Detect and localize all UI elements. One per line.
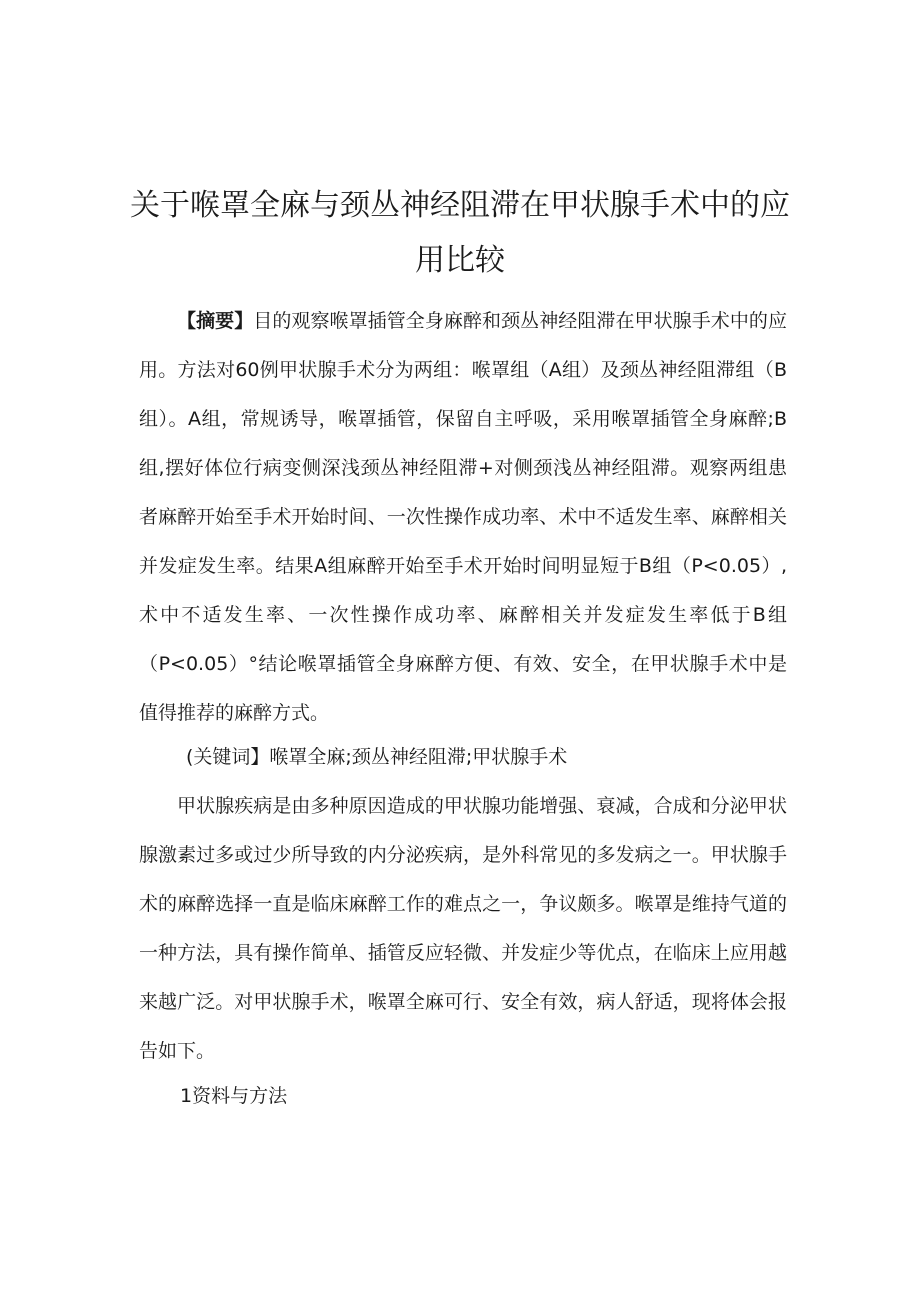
title-line-2: 用比较 (415, 243, 505, 278)
title-line-1: 关于喉罩全麻与颈丛神经阻滞在甲状腺手术中的应 (130, 188, 790, 223)
page-title (130, 178, 790, 288)
abstract-label: 【摘要】 (177, 310, 254, 332)
keywords-paragraph (186, 733, 786, 782)
abstract-paragraph (139, 297, 787, 738)
section-heading: 1资料与方法 (180, 1085, 288, 1107)
abstract-text: 目的观察喉罩插管全身麻醉和颈丛神经阻滞在甲状腺手术中的应用。方法对60例甲状腺手术分为两组：喉罩组（A组）及颈丛神经阻滞组（B组）。A组，常规诱导，喉罩插管，保留自主呼吸，采用喉罩插管全身麻醉;B组,摆好体位行病变侧深浅颈丛神经阻滞+对侧颈浅丛神经阻滞。观察两组患者麻醉开始至手术开始时间、一次性操作成功率、术中不适发生率、麻醉相关并发症发生率。结果A组麻醉开始至手术开始时间明显短于B组（P<0.05）,术中不适发生率、一次性操作成功率、麻醉相关并发症发生率低于B组（P<0.05）°结论喉罩插管全身麻醉方便、有效、安全，在甲状腺手术中是值得推荐的麻醉方式。 (139, 310, 787, 724)
keywords-text: 喉罩全麻;颈丛神经阻滞;甲状腺手术 (269, 746, 568, 768)
intro-paragraph: 甲状腺疾病是由多种原因造成的甲状腺功能增强、衰减，合成和分泌甲状腺激素过多或过少所导致的内分泌疾病，是外科常见的多发病之一。甲状腺手术的麻醉选择一直是临床麻醉工作的难点之一，争议颇多。喉罩是维持气道的一种方法，具有操作简单、插管反应轻微、并发症少等优点，在临床上应用越来越广泛。对甲状腺手术，喉罩全麻可行、安全有效，病人舒适，现将体会报告如下。 (139, 795, 787, 1062)
keywords-label: (关键词】 (186, 746, 270, 768)
